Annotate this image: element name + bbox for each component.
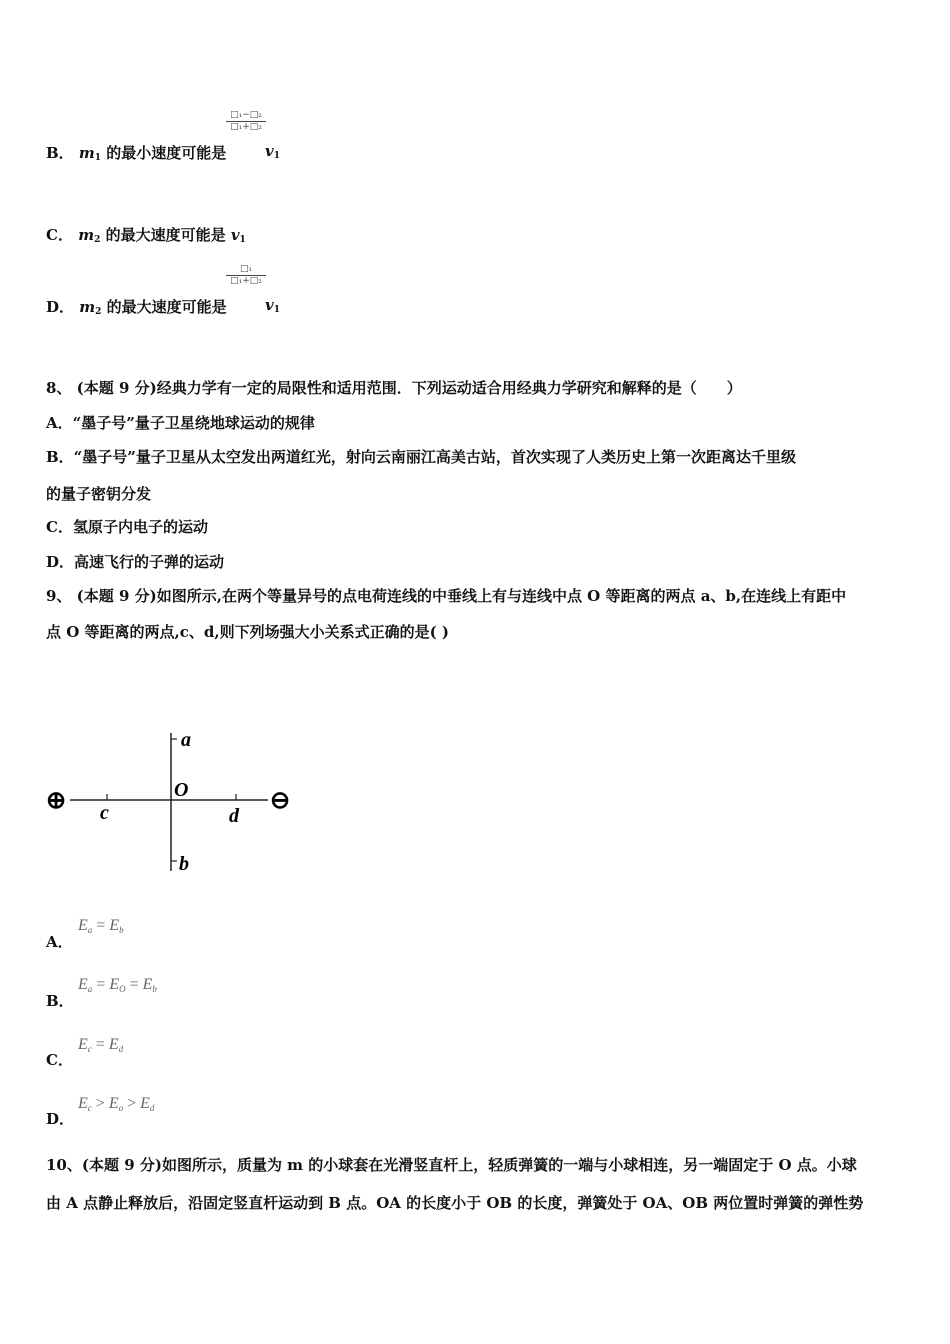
field-subscript: c [87, 1044, 92, 1054]
field-symbol: E [78, 1095, 88, 1112]
field-subscript: a [87, 984, 93, 994]
label-c: c [100, 802, 109, 824]
field-symbol: E [108, 1036, 119, 1053]
q9-option-b-label: B． [46, 992, 74, 1010]
velocity-symbol: v [265, 142, 274, 160]
mass-symbol: m [78, 226, 95, 244]
q9-option-a-label: A． [46, 933, 73, 951]
velocity-symbol: v [265, 296, 274, 314]
velocity-symbol: v [230, 226, 240, 244]
q10-stem-line1: 10、(本题 9 分)如图所示，质量为 m 的小球套在光滑竖直杆上，轻质弹簧的一端与小球相连，另一端固定于 O 点。小球 [46, 1156, 857, 1174]
option-label: D． [46, 298, 75, 316]
q9-option-d-formula [78, 1095, 154, 1113]
option-label: C． [46, 226, 73, 244]
option-d-prev [46, 296, 227, 317]
option-text: 的最小速度可能是 [106, 144, 227, 162]
field-subscript: a [87, 925, 93, 935]
velocity-subscript: 1 [273, 151, 280, 161]
fraction-numerator: □₁ [239, 264, 253, 274]
velocity-subscript: 1 [239, 235, 246, 245]
field-symbol: E [78, 917, 88, 934]
label-b: b [179, 853, 189, 875]
option-text: 的最大速度可能是 [105, 226, 226, 244]
velocity-b [265, 142, 280, 161]
operator: > [95, 1095, 105, 1112]
field-symbol: E [108, 1095, 119, 1112]
field-subscript: b [119, 925, 124, 935]
q8-option-a: A．“墨子号”量子卫星绕地球运动的规律 [46, 414, 315, 432]
q8-stem: 8、 (本题 9 分)经典力学有一定的局限性和适用范围．下列运动适合用经典力学研究和解释的是（ ） [46, 379, 742, 397]
operator: = [95, 1036, 105, 1053]
field-symbol: E [109, 917, 120, 934]
field-subscript: O [119, 984, 126, 994]
q10-stem-line2: 由 A 点静止释放后，沿固定竖直杆运动到 B 点。OA 的长度小于 OB 的长度，弹簧处于 OA、OB 两位置时弹簧的弹性势 [46, 1194, 864, 1212]
positive-charge-icon: ⊕ [45, 788, 67, 814]
mass-symbol: m [78, 144, 95, 162]
option-b-prev [46, 142, 226, 163]
fraction-denominator: □₁+□₂ [226, 275, 266, 287]
field-symbol: E [78, 1036, 88, 1053]
q9-option-b-formula [78, 976, 157, 994]
field-subscript: o [118, 1103, 124, 1113]
mass-subscript: 2 [94, 235, 101, 245]
field-subscript: b [152, 984, 157, 994]
operator: > [127, 1095, 137, 1112]
operator: = [129, 976, 139, 993]
field-symbol: E [78, 976, 88, 993]
option-label: B． [46, 144, 74, 162]
field-symbol: E [109, 976, 120, 993]
velocity-subscript: 1 [273, 305, 280, 315]
q9-stem-line1: 9、 (本题 9 分)如图所示,在两个等量异号的点电荷连线的中垂线上有与连线中点 O 等距离的两点 a、b,在连线上有距中 [46, 587, 847, 605]
q9-option-a-formula [78, 917, 124, 935]
field-subscript: d [118, 1044, 124, 1054]
mass-subscript: 1 [94, 153, 102, 163]
field-symbol: E [140, 1095, 150, 1112]
mass-symbol: m [79, 298, 96, 316]
q9-stem-line2: 点 O 等距离的两点,c、d,则下列场强大小关系式正确的是( ) [46, 623, 449, 641]
q9-option-d-label: D． [46, 1110, 75, 1128]
q8-option-b-line1: B．“墨子号”量子卫星从太空发出两道红光，射向云南丽江高美古站，首次实现了人类历史上第一次距离达千里级 [46, 448, 796, 466]
field-subscript: c [87, 1103, 92, 1113]
q9-option-c-label: C． [46, 1051, 73, 1069]
fraction-numerator: □₁−□₂ [230, 110, 262, 120]
operator: = [96, 976, 106, 993]
label-d: d [229, 805, 239, 827]
fraction-b [226, 110, 266, 133]
option-c-prev [46, 224, 246, 245]
q8-option-c: C．氢原子内电子的运动 [46, 518, 208, 536]
q8-option-b-line2: 的量子密钥分发 [46, 485, 152, 503]
negative-charge-icon: ⊖ [269, 788, 291, 814]
operator: = [96, 917, 106, 934]
field-subscript: d [149, 1103, 155, 1113]
charge-diagram [40, 725, 310, 880]
option-text: 的最大速度可能是 [106, 298, 227, 316]
fraction-d [226, 264, 266, 287]
field-symbol: E [142, 976, 153, 993]
q8-option-d: D．高速飞行的子弹的运动 [46, 553, 225, 571]
mass-subscript: 2 [95, 307, 102, 317]
label-o: O [174, 779, 189, 801]
label-a: a [181, 729, 191, 751]
q9-option-c-formula [78, 1036, 123, 1054]
velocity-d [265, 296, 280, 315]
fraction-denominator: □₁+□₂ [226, 121, 266, 133]
